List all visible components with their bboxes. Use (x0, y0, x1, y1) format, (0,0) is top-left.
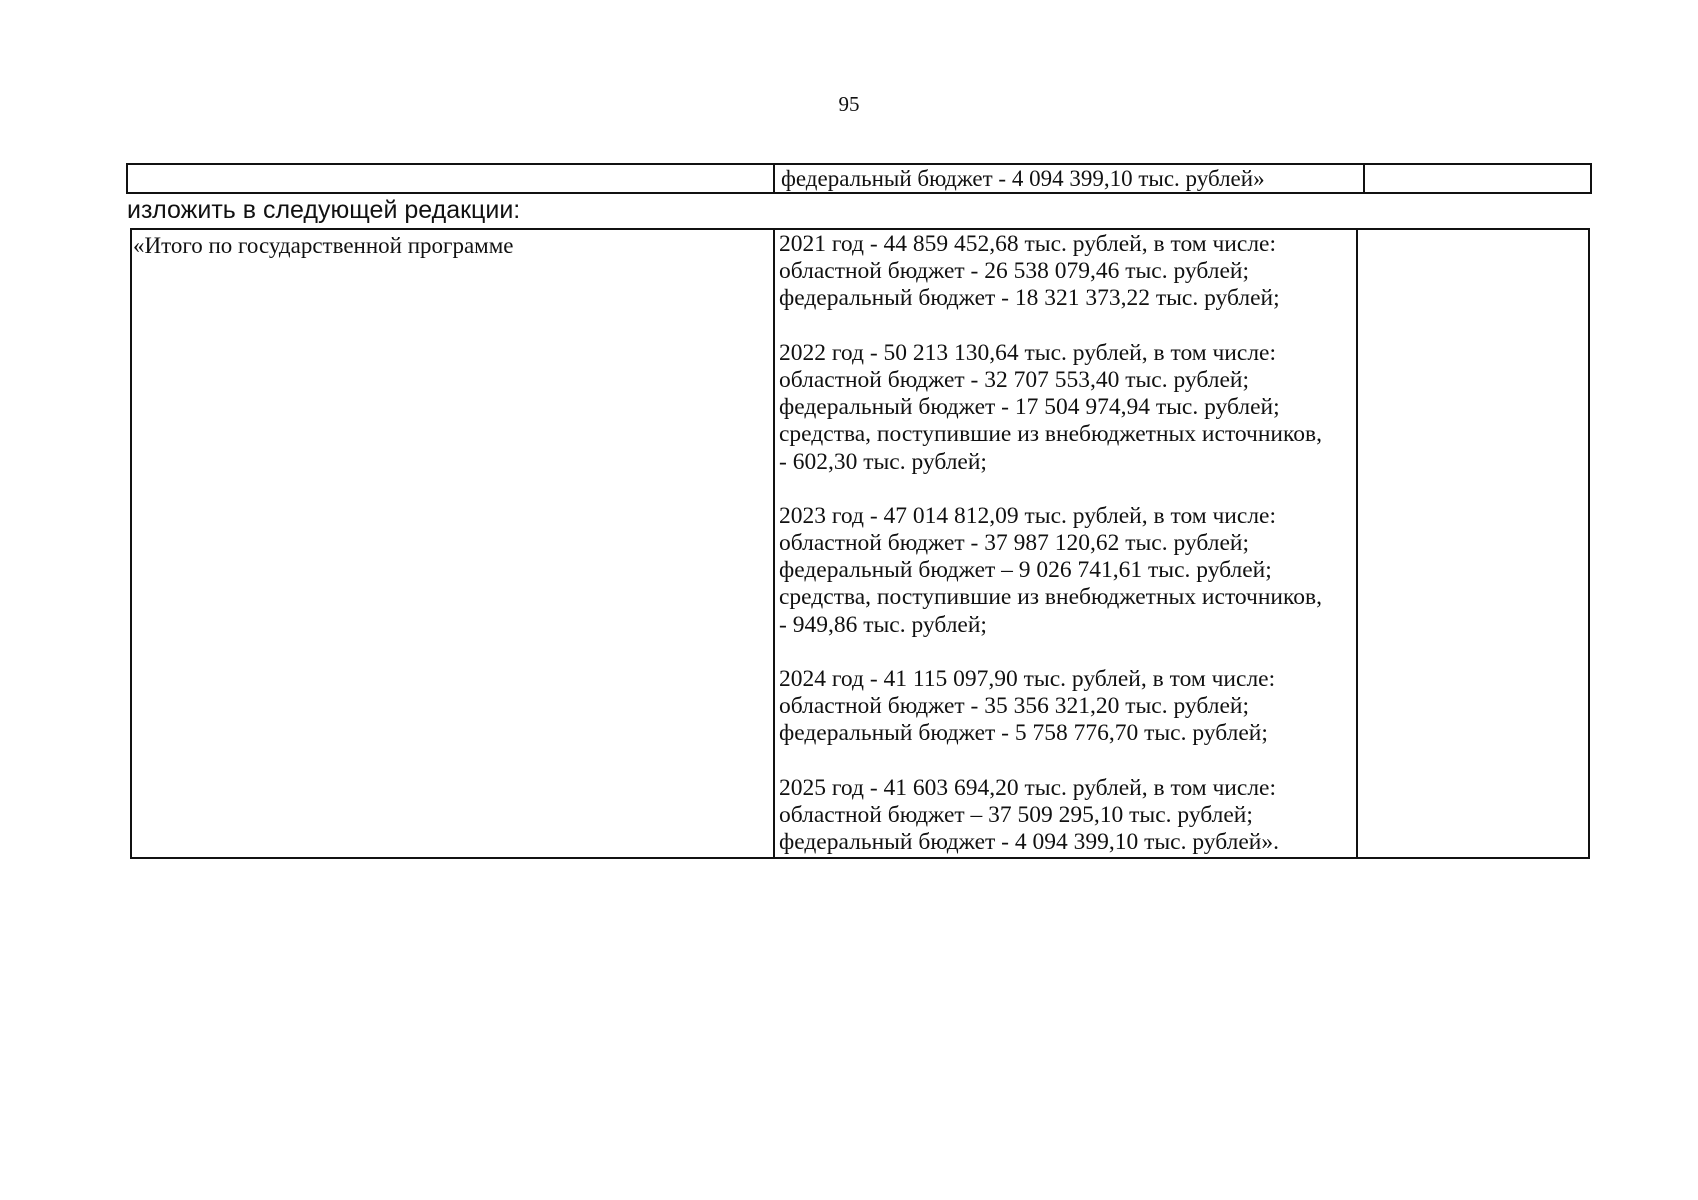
extra-budgetary-amount-line: - 602,30 тыс. рублей; (779, 448, 987, 475)
federal-budget-line: федеральный бюджет - 17 504 974,94 тыс. рублей; (779, 394, 1280, 421)
extra-budgetary-line: средства, поступившие из внебюджетных источников, (779, 421, 1322, 448)
funding-by-year-cell (775, 230, 1358, 857)
block-spacer (779, 639, 1356, 666)
block-spacer (779, 748, 1356, 775)
year-total-line: 2024 год - 41 115 097,90 тыс. рублей, в том числе: (779, 666, 1276, 692)
previous-row-label-cell (128, 165, 775, 192)
regional-budget-line: областной бюджет - 35 356 321,20 тыс. рублей; (779, 693, 1249, 720)
empty-notes-cell (1358, 230, 1588, 857)
year-total-line: 2021 год - 44 859 452,68 тыс. рублей, в том числе: (779, 231, 1276, 257)
block-spacer (779, 313, 1356, 340)
amendment-instruction: изложить в следующей редакции: (127, 196, 521, 224)
extra-budgetary-line: средства, поступившие из внебюджетных источников, (779, 584, 1322, 611)
page-number: 95 (838, 92, 860, 116)
year-total-line: 2022 год - 50 213 130,64 тыс. рублей, в том числе: (779, 339, 1276, 366)
extra-budgetary-amount-line: - 949,86 тыс. рублей; (779, 611, 987, 638)
regional-budget-line: областной бюджет - 32 707 553,40 тыс. рублей; (779, 366, 1249, 393)
funding-block-2021 (779, 231, 1356, 313)
program-total-label: «Итого по государственной программе (133, 233, 514, 258)
previous-table-row (126, 163, 1592, 194)
regional-budget-line: областной бюджет - 37 987 120,62 тыс. рублей; (779, 530, 1249, 557)
federal-budget-line: федеральный бюджет - 5 758 776,70 тыс. рублей; (779, 720, 1268, 747)
block-spacer (779, 476, 1356, 503)
federal-budget-line: федеральный бюджет - 4 094 399,10 тыс. рублей». (779, 829, 1279, 856)
program-total-label-cell (132, 230, 775, 857)
regional-budget-line: областной бюджет - 26 538 079,46 тыс. рублей; (779, 258, 1249, 285)
previous-row-amount-cell: федеральный бюджет - 4 094 399,10 тыс. рублей» (775, 165, 1365, 192)
year-total-line: 2023 год - 47 014 812,09 тыс. рублей, в том числе: (779, 502, 1276, 529)
amended-table-row (130, 228, 1590, 859)
funding-block-2024 (779, 666, 1356, 748)
regional-budget-line: областной бюджет – 37 509 295,10 тыс. рублей; (779, 801, 1253, 828)
federal-budget-line: федеральный бюджет – 9 026 741,61 тыс. рублей; (779, 557, 1272, 584)
funding-block-2025 (779, 775, 1356, 857)
previous-row-empty-cell (1365, 165, 1590, 192)
funding-block-2023 (779, 503, 1356, 639)
year-total-line: 2025 год - 41 603 694,20 тыс. рублей, в том числе: (779, 774, 1276, 801)
federal-budget-line: федеральный бюджет - 18 321 373,22 тыс. рублей; (779, 285, 1280, 312)
funding-block-2022 (779, 340, 1356, 476)
